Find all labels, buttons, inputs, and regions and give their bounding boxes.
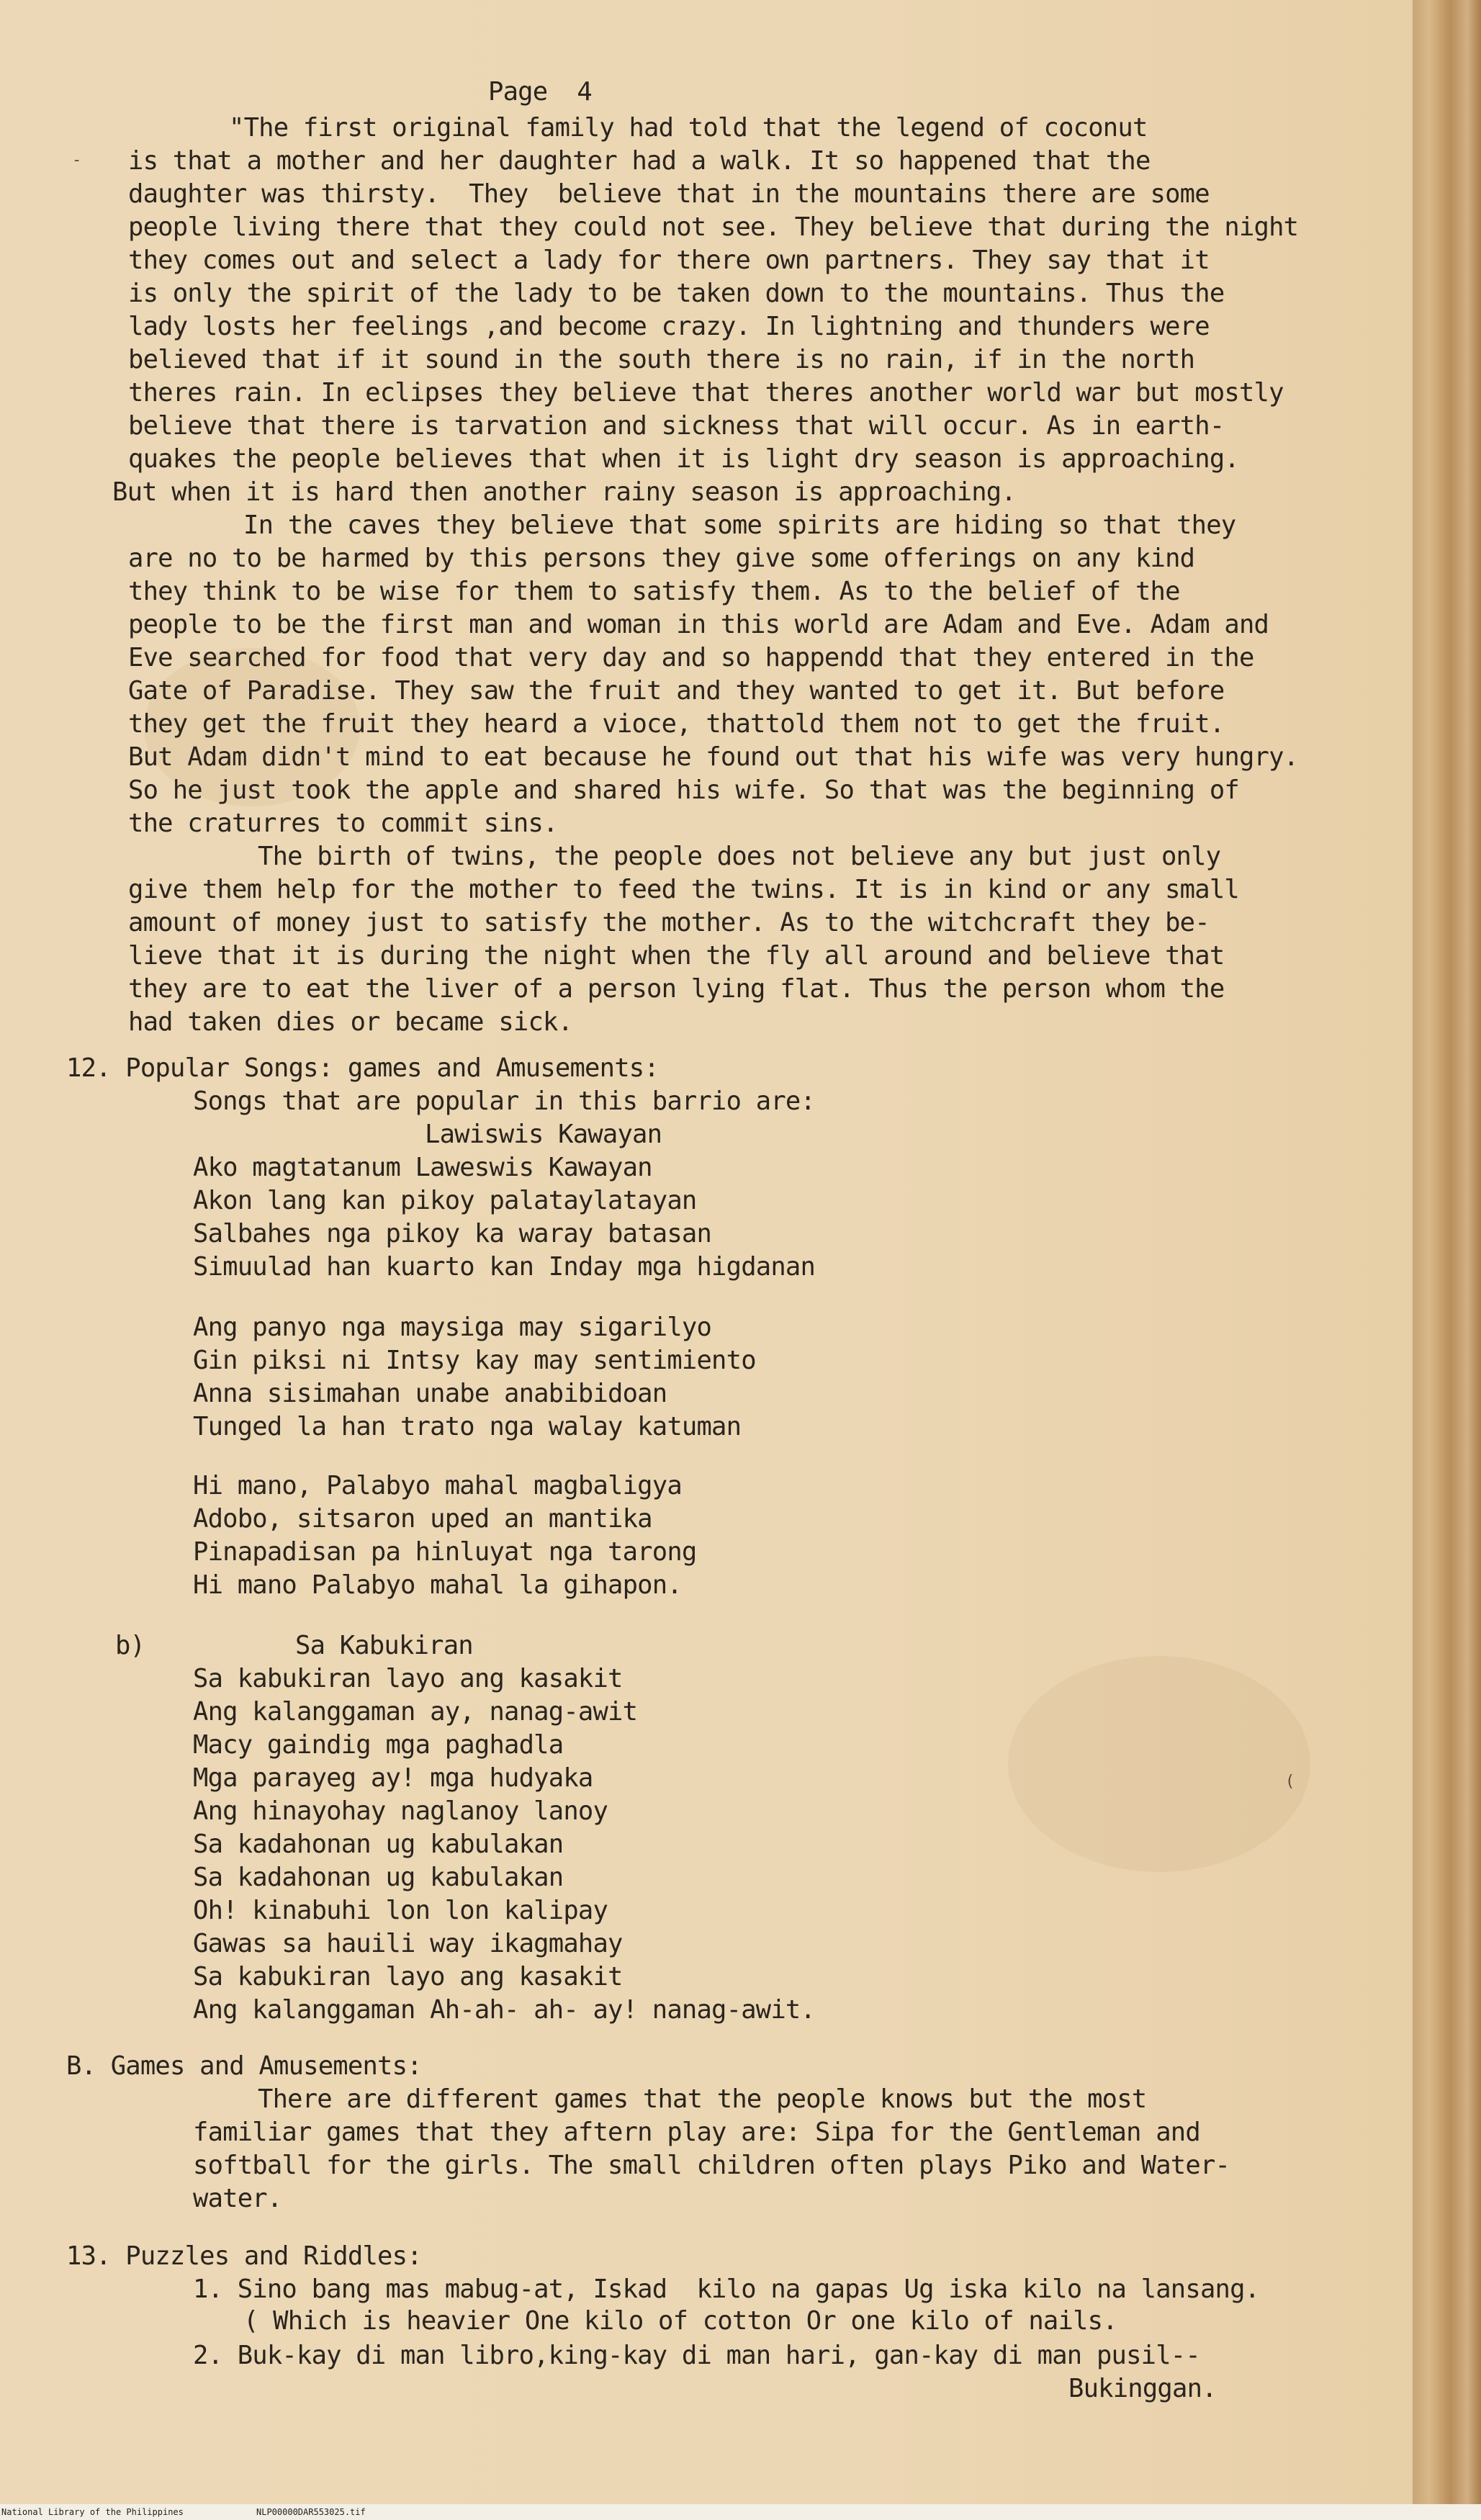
song-line: Salbahes nga pikoy ka waray batasan (193, 1219, 712, 1248)
song-line: Gin piksi ni Intsy kay may sentimiento (193, 1346, 756, 1375)
body-line: is that a mother and her daughter had a walk. It so happened that the (128, 146, 1151, 176)
games-line: familiar games that they aftern play are: Sipa for the Gentleman and (193, 2118, 1200, 2147)
games-line: There are different games that the people knows but the most (258, 2084, 1147, 2114)
song-line: Sa kabukiran layo ang kasakit (193, 1664, 623, 1693)
song-line: Simuulad han kuarto kan Inday mga higdanan (193, 1252, 816, 1282)
body-line: the craturres to commit sins. (128, 809, 558, 838)
song-line: Anna sisimahan unabe anabibidoan (193, 1379, 667, 1408)
section-12-heading: 12. Popular Songs: games and Amusements: (66, 1053, 659, 1083)
body-line: "The first original family had told that the legend of coconut (229, 113, 1148, 143)
body-line: believe that there is tarvation and sickness that will occur. As in earth- (128, 411, 1225, 441)
song-line: Macy gaindig mga paghadla (193, 1730, 564, 1760)
body-line: theres rain. In eclipses they believe that theres another world war but mostly (128, 378, 1284, 408)
page-number: Page 4 (488, 77, 593, 107)
song-line: Ang kalanggaman Ah-ah- ah- ay! nanag-awit. (193, 1995, 816, 2025)
body-line: had taken dies or became sick. (128, 1007, 573, 1037)
body-line: lady losts her feelings ,and become crazy. In lightning and thunders were (128, 312, 1210, 341)
song-line: Akon lang kan pikoy palataylatayan (193, 1186, 697, 1215)
footer-filename: NLP00000DAR553025.tif (256, 2507, 366, 2517)
body-line: believed that if it sound in the south there is no rain, if in the north (128, 345, 1195, 374)
body-line: they get the fruit they heard a vioce, thattold them not to get the fruit. (128, 709, 1225, 739)
body-line: daughter was thirsty. They believe that in the mountains there are some (128, 179, 1210, 209)
margin-mark: - (72, 151, 82, 169)
song-line: Sa kadahonan ug kabulakan (193, 1830, 564, 1859)
song-line: Ang hinayohay naglanoy lanoy (193, 1796, 608, 1826)
song-title: Lawiswis Kawayan (425, 1120, 662, 1149)
song-line: Ang kalanggaman ay, nanag-awit (193, 1697, 638, 1727)
body-line: they are to eat the liver of a person lying flat. Thus the person whom the (128, 974, 1225, 1004)
riddle-line: 1. Sino bang mas mabug-at, Iskad kilo na gapas Ug iska kilo na lansang. (193, 2274, 1260, 2304)
body-line: amount of money just to satisfy the mother. As to the witchcraft they be- (128, 908, 1210, 937)
games-line: softball for the girls. The small children often plays Piko and Water- (193, 2151, 1230, 2180)
body-line: are no to be harmed by this persons they give some offerings on any kind (128, 544, 1195, 573)
body-line: lieve that it is during the night when the fly all around and believe that (128, 941, 1225, 971)
song-line: Sa kabukiran layo ang kasakit (193, 1962, 623, 1992)
footer-source: National Library of the Philippines (1, 2507, 184, 2517)
body-line: people to be the first man and woman in this world are Adam and Eve. Adam and (128, 610, 1269, 639)
body-line: Gate of Paradise. They saw the fruit and they wanted to get it. But before (128, 676, 1225, 706)
games-line: water. (193, 2184, 282, 2213)
song-b-label: b) (115, 1631, 145, 1660)
riddle-answer: Bukinggan. (1068, 2374, 1217, 2403)
body-line: give them help for the mother to feed the twins. It is in kind or any small (128, 875, 1239, 904)
body-line: So he just took the apple and shared his wife. So that was the beginning of (128, 775, 1239, 805)
margin-mark: ( (1285, 1773, 1295, 1791)
footer-bar (0, 2504, 1481, 2520)
body-line: But Adam didn't mind to eat because he found out that his wife was very hungry. (128, 742, 1299, 772)
song-line: Hi mano, Palabyo mahal magbaligya (193, 1471, 682, 1500)
body-line: is only the spirit of the lady to be taken down to the mountains. Thus the (128, 279, 1225, 308)
body-line: they comes out and select a lady for there own partners. They say that it (128, 246, 1210, 275)
song-line: Sa kadahonan ug kabulakan (193, 1863, 564, 1892)
body-line: But when it is hard then another rainy season is approaching. (112, 477, 1016, 507)
song-line: Adobo, sitsaron uped an mantika (193, 1504, 652, 1534)
song-line: Gawas sa hauili way ikagmahay (193, 1929, 623, 1958)
riddle-line: ( Which is heavier One kilo of cotton Or one kilo of nails. (243, 2306, 1117, 2336)
page-edge (1413, 0, 1481, 2504)
body-line: The birth of twins, the people does not believe any but just only (258, 842, 1221, 871)
section-13-heading: 13. Puzzles and Riddles: (66, 2241, 422, 2271)
body-line: Eve searched for food that very day and so happendd that they entered in the (128, 643, 1254, 672)
song-line: Hi mano Palabyo mahal la gihapon. (193, 1570, 682, 1600)
song-line: Ako magtatanum Laweswis Kawayan (193, 1153, 652, 1182)
body-line: they think to be wise for them to satisfy them. As to the belief of the (128, 577, 1180, 606)
paper-stain (1008, 1656, 1310, 1872)
riddle-line: 2. Buk-kay di man libro,king-kay di man hari, gan-kay di man pusil-- (193, 2341, 1200, 2370)
songs-intro: Songs that are popular in this barrio are: (193, 1086, 816, 1116)
song-line: Tunged la han trato nga walay katuman (193, 1412, 742, 1441)
section-b-heading: B. Games and Amusements: (66, 2051, 422, 2081)
song-title: Sa Kabukiran (295, 1631, 473, 1660)
song-line: Mga parayeg ay! mga hudyaka (193, 1763, 593, 1793)
song-line: Pinapadisan pa hinluyat nga tarong (193, 1537, 697, 1567)
body-line: people living there that they could not see. They believe that during the night (128, 212, 1299, 242)
body-line: quakes the people believes that when it is light dry season is approaching. (128, 444, 1239, 474)
body-line: In the caves they believe that some spirits are hiding so that they (243, 510, 1236, 540)
song-line: Ang panyo nga maysiga may sigarilyo (193, 1313, 712, 1342)
song-line: Oh! kinabuhi lon lon kalipay (193, 1896, 608, 1925)
